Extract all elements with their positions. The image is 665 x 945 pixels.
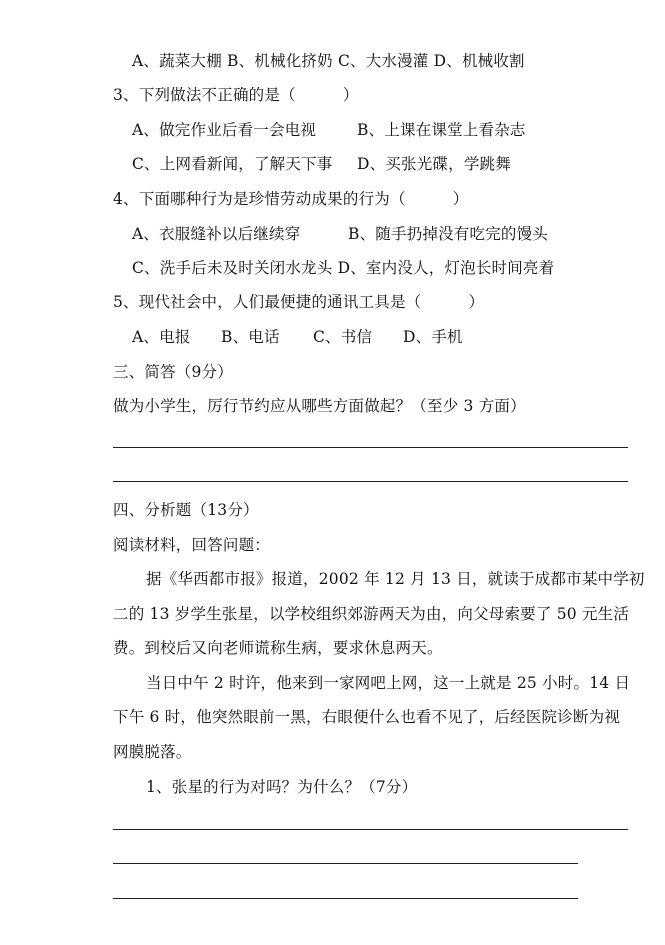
q4-option-b: B、随手扔掉没有吃完的馒头 <box>348 225 548 243</box>
q5-option-c: C、书信 <box>313 328 373 346</box>
section3-heading: 三、简答（9分） <box>113 363 233 381</box>
q3-stem: 3、下列做法不正确的是（ ） <box>113 86 359 104</box>
q3-option-d: D、买张光碟，学跳舞 <box>357 155 511 173</box>
q4-option-cd: C、洗手后未及时关闭水龙头 D、室内没人，灯泡长时间亮着 <box>132 259 555 277</box>
q3-option-a: A、做完作业后看一会电视 <box>132 121 317 139</box>
q4-stem: 4、下面哪种行为是珍惜劳动成果的行为（ ） <box>113 190 469 208</box>
q5-option-b: B、电话 <box>221 328 280 346</box>
q3-option-b: B、上课在课堂上看杂志 <box>357 121 526 139</box>
q3-option-c: C、上网看新闻，了解天下事 <box>132 155 333 173</box>
material-para1-line2: 二的 13 岁学生张星，以学校组织郊游两天为由，向父母索要了 50 元生活 <box>113 605 630 623</box>
section3-question: 做为小学生，厉行节约应从哪些方面做起？（至少 3 方面） <box>113 397 526 415</box>
answer-line-3[interactable] <box>113 829 628 830</box>
material-para2-line2: 下午 6 时，他突然眼前一黑，右眼便什么也看不见了，后经医院诊断为视 <box>113 708 621 726</box>
q5-stem: 5、现代社会中，人们最便捷的通讯工具是（ ） <box>113 293 485 311</box>
q4-option-a: A、衣服缝补以后继续穿 <box>132 225 301 243</box>
material-para2-line3: 网膜脱落。 <box>113 743 192 761</box>
q5-option-d: D、手机 <box>403 328 463 346</box>
section4-instruction: 阅读材料，回答问题： <box>113 536 271 554</box>
q5-option-a: A、电报 <box>132 328 191 346</box>
answer-line-1[interactable] <box>113 447 628 448</box>
sub-question-1: 1、张星的行为对吗？为什么？（7分） <box>146 778 418 796</box>
answer-line-4[interactable] <box>113 863 578 864</box>
material-para1-line3: 费。到校后又向老师谎称生病，要求休息两天。 <box>113 639 443 657</box>
material-para1-line1: 据《华西都市报》报道，2002 年 12 月 13 日，就读于成都市某中学初 <box>146 570 645 588</box>
answer-line-2[interactable] <box>113 481 628 482</box>
material-para2-line1: 当日中午 2 时许，他来到一家网吧上网，这一上就是 25 小时。14 日 <box>146 674 631 692</box>
section4-heading: 四、分析题（13分） <box>113 501 259 519</box>
q2-options: A、蔬菜大棚 B、机械化挤奶 C、大水漫灌 D、机械收割 <box>132 52 525 70</box>
answer-line-5[interactable] <box>113 898 578 899</box>
